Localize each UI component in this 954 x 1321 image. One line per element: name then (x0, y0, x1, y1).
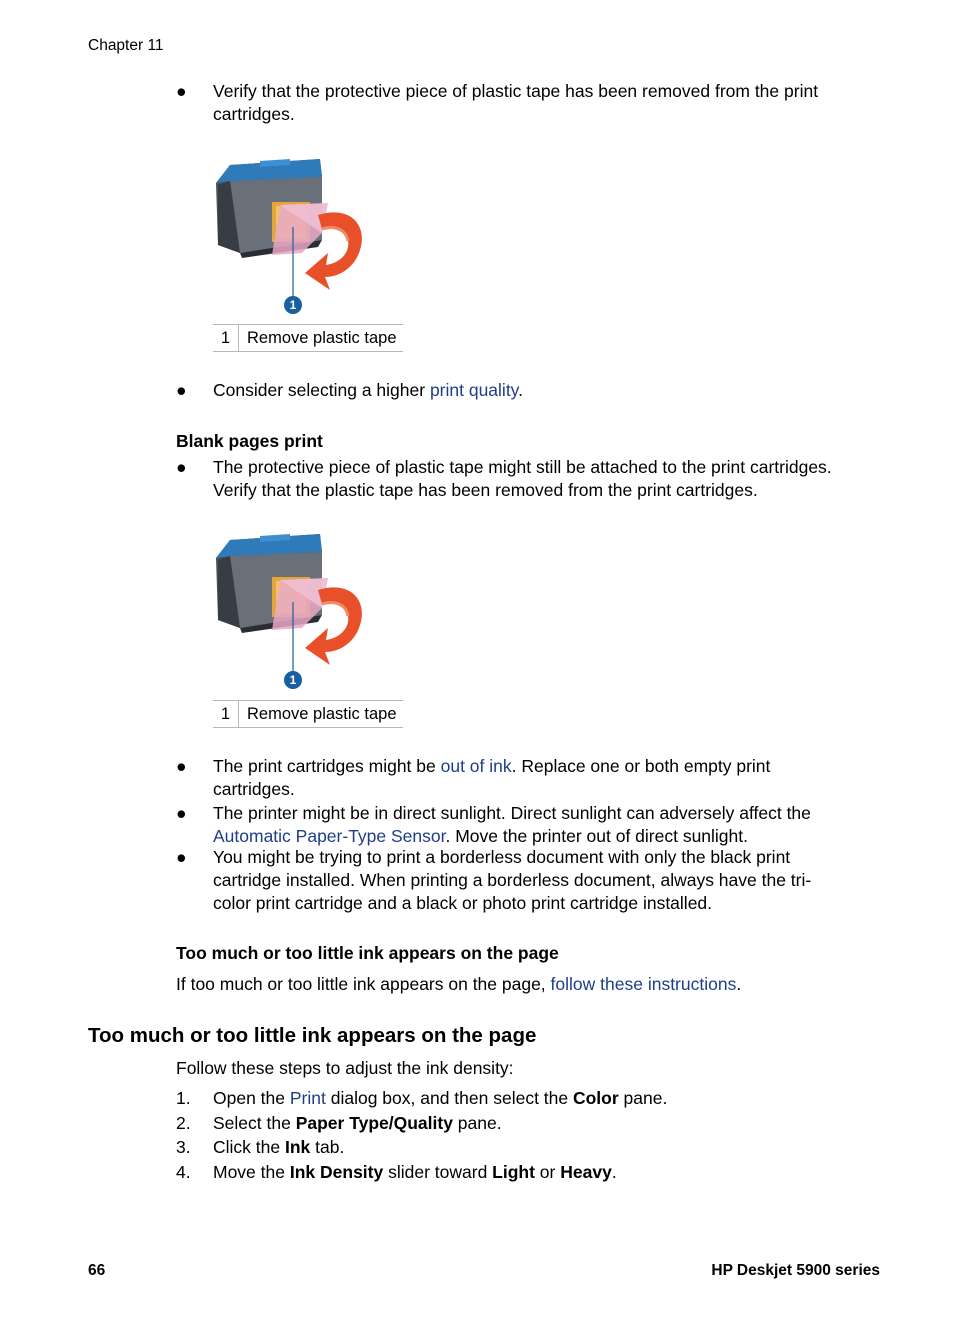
cartridge-figure-2 (210, 530, 370, 695)
text-span: dialog box, and then select the (325, 1088, 573, 1108)
text-span: tab. (310, 1137, 345, 1157)
text-span: Move the (213, 1162, 290, 1182)
bullet-dot: ● (176, 81, 187, 101)
bullet-line: Verify that the plastic tape has been removed from the print cartridges. (213, 480, 758, 500)
text-span: Click the (213, 1137, 285, 1157)
follow-instructions-link[interactable]: follow these instructions (550, 974, 737, 994)
figure2-caption (213, 700, 403, 728)
bold-term: Light (492, 1162, 535, 1182)
text-span: . (611, 1162, 617, 1182)
ink-subheading: Too much or too little ink appears on the page (176, 943, 559, 963)
bullet-dot: ● (176, 380, 187, 400)
bullet-line: cartridges. (213, 779, 295, 799)
step-2 (213, 1112, 873, 1135)
step-number: 4. (176, 1162, 191, 1182)
bullet-dot: ● (176, 457, 187, 477)
text-span: or (534, 1162, 561, 1182)
bullet-line: color print cartridge and a black or photo print cartridge installed. (213, 893, 713, 913)
text-span: . (518, 380, 524, 400)
caption-number: 1 (213, 325, 239, 351)
ink-intro: Follow these steps to adjust the ink density: (176, 1058, 514, 1078)
bullet-text-sunlight (213, 802, 873, 848)
bullet-line: cartridge installed. When printing a borderless document, always have the tri- (213, 870, 812, 890)
figure1-caption (213, 324, 403, 352)
bullet-line: You might be trying to print a borderless document with only the black print (213, 847, 791, 867)
bullet-text-out-of-ink (213, 755, 873, 801)
step-number: 3. (176, 1137, 191, 1157)
bullet-text-blank-1 (213, 456, 883, 502)
blank-pages-heading: Blank pages print (176, 431, 323, 451)
step-1 (213, 1087, 873, 1110)
step-number: 2. (176, 1113, 191, 1133)
bullet-line (213, 825, 873, 848)
bold-term: Heavy (560, 1162, 612, 1182)
bullet-line: The protective piece of plastic tape might still be attached to the print cartridges. (213, 457, 832, 477)
callout-number: 1 (289, 298, 297, 312)
caption-text: Remove plastic tape (247, 329, 397, 347)
bullet-line: Verify that the protective piece of plastic tape has been removed from the print (213, 81, 819, 101)
bullet-line: The printer might be in direct sunlight. Direct sunlight can adversely affect the (213, 803, 811, 823)
page-number: 66 (88, 1262, 106, 1279)
text-span: . Replace one or both empty print (511, 756, 771, 776)
text-span: pane. (452, 1113, 502, 1133)
bold-term: Paper Type/Quality (295, 1113, 453, 1133)
text-span: If too much or too little ink appears on the page, (176, 974, 551, 994)
print-quality-link[interactable]: print quality (429, 380, 519, 400)
text-span: pane. (618, 1088, 668, 1108)
text-span: . Move the printer out of direct sunlight. (445, 826, 749, 846)
ink-main-heading: Too much or too little ink appears on the page (88, 1024, 537, 1047)
text-span: slider toward (383, 1162, 493, 1182)
bullet-dot: ● (176, 803, 187, 823)
text-span: The print cartridges might be (213, 756, 441, 776)
step-4 (213, 1161, 873, 1184)
bullet-dot: ● (176, 847, 187, 867)
text-span: Open the (213, 1088, 290, 1108)
bullet-text-borderless (213, 846, 873, 915)
bold-term: Color (572, 1088, 619, 1108)
ink-sub-text (176, 973, 876, 996)
bullet-dot: ● (176, 756, 187, 776)
bullet-line: cartridges. (213, 104, 295, 124)
step-3 (213, 1136, 873, 1159)
bold-term: Ink Density (289, 1162, 384, 1182)
text-span: Consider selecting a higher (213, 380, 430, 400)
chapter-header: Chapter 11 (88, 37, 164, 54)
product-name: HP Deskjet 5900 series (711, 1262, 880, 1279)
print-dialog-link[interactable]: Print (289, 1088, 326, 1108)
cartridge-figure-1 (210, 155, 370, 320)
bullet-line (213, 755, 873, 778)
caption-number: 1 (213, 701, 239, 727)
caption-text: Remove plastic tape (247, 705, 397, 723)
paper-type-sensor-link[interactable]: Automatic Paper-Type Sensor (213, 826, 446, 846)
bullet-text-tape (213, 80, 873, 126)
text-span: . (736, 974, 742, 994)
step-number: 1. (176, 1088, 191, 1108)
callout-number: 1 (289, 673, 297, 687)
bold-term: Ink (284, 1137, 311, 1157)
out-of-ink-link[interactable]: out of ink (440, 756, 512, 776)
text-span: Select the (213, 1113, 296, 1133)
bullet-text-quality (213, 379, 873, 402)
